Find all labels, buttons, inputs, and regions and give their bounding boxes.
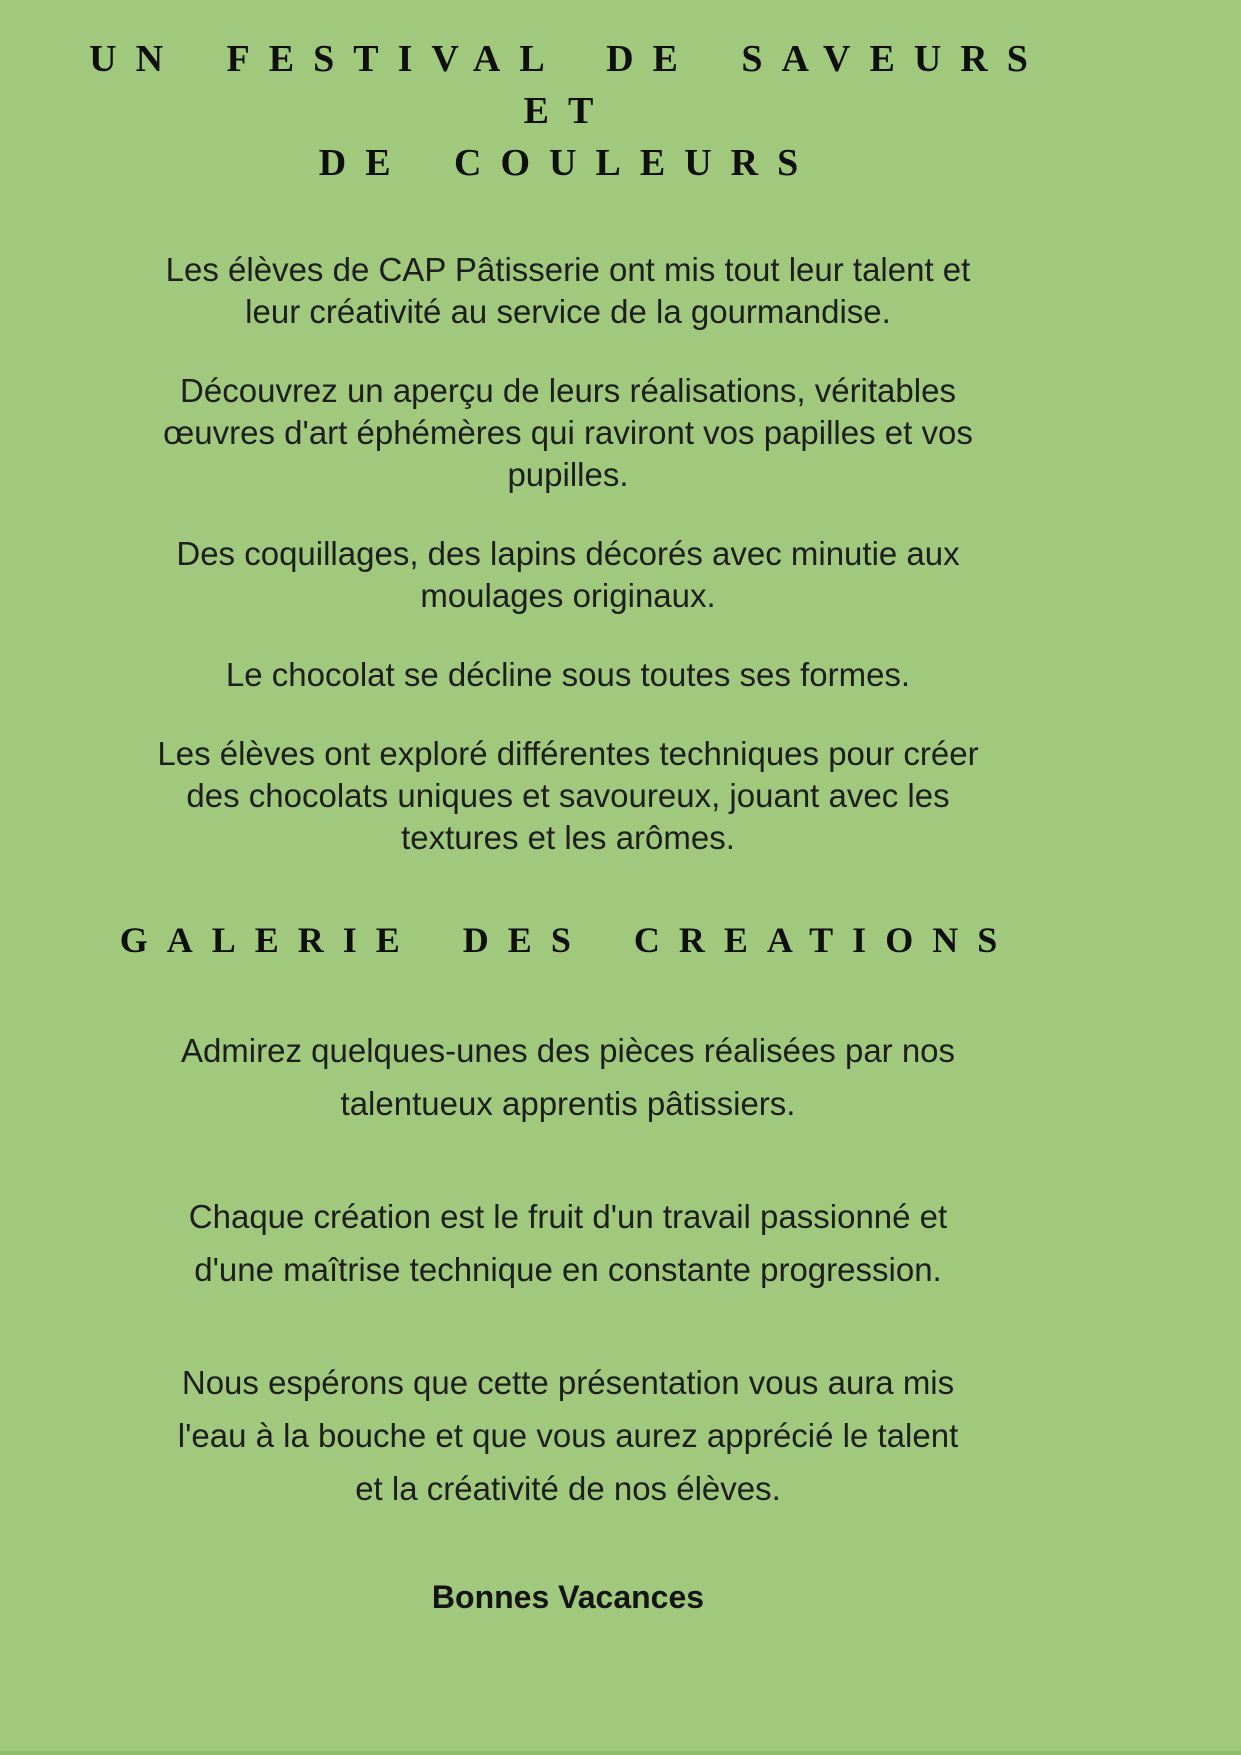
page-title-line-3: DE COULEURS (318, 142, 818, 184)
text-line: pupilles. (507, 456, 629, 493)
intro-paragraph-2 (0, 370, 1136, 496)
text-line: moulages originaux. (420, 577, 716, 614)
page-title-line-2: ET (523, 90, 613, 132)
text-line: leur créativité au service de la gourmandise. (245, 293, 891, 330)
intro-paragraph-5 (0, 733, 1136, 859)
text-line: textures et les arômes. (401, 819, 735, 856)
gallery-paragraph-1 (0, 1024, 1136, 1130)
text-line: Des coquillages, des lapins décorés avec minutie aux (176, 535, 960, 572)
intro-paragraph-4 (0, 654, 1136, 696)
intro-paragraph-1 (0, 249, 1136, 333)
text-line: œuvres d'art éphémères qui raviront vos papilles et vos (163, 414, 973, 451)
gallery-paragraph-2 (0, 1190, 1136, 1296)
text-line: talentueux apprentis pâtissiers. (340, 1085, 796, 1122)
text-line: Découvrez un aperçu de leurs réalisations, véritables (180, 372, 956, 409)
text-line: l'eau à la bouche et que vous aurez apprécié le talent (177, 1417, 959, 1454)
gallery-section-title: GALERIE DES CREATIONS (119, 920, 1017, 960)
text-line: Le chocolat se décline sous toutes ses formes. (225, 656, 911, 693)
intro-paragraph-3 (0, 533, 1136, 617)
text-line: Admirez quelques-unes des pièces réalisées par nos (180, 1032, 956, 1069)
text-line: Chaque création est le fruit d'un travail passionné et (188, 1198, 948, 1235)
text-line: et la créativité de nos élèves. (355, 1470, 781, 1507)
bottom-edge-strip (0, 1751, 1241, 1755)
text-line: Les élèves de CAP Pâtisserie ont mis tout leur talent et (165, 251, 971, 288)
gallery-section (0, 1024, 1136, 1515)
page-title-line-1: UN FESTIVAL DE SAVEURS (89, 38, 1047, 80)
intro-section (0, 249, 1136, 859)
closing-message: Bonnes Vacances (431, 1579, 705, 1615)
text-line: des chocolats uniques et savoureux, jouant avec les (186, 777, 950, 814)
page-title (0, 0, 1136, 189)
text-line: d'une maîtrise technique en constante progression. (194, 1251, 942, 1288)
text-line: Les élèves ont exploré différentes techniques pour créer (157, 735, 979, 772)
gallery-paragraph-3 (0, 1356, 1136, 1515)
text-line: Nous espérons que cette présentation vous aura mis (181, 1364, 955, 1401)
